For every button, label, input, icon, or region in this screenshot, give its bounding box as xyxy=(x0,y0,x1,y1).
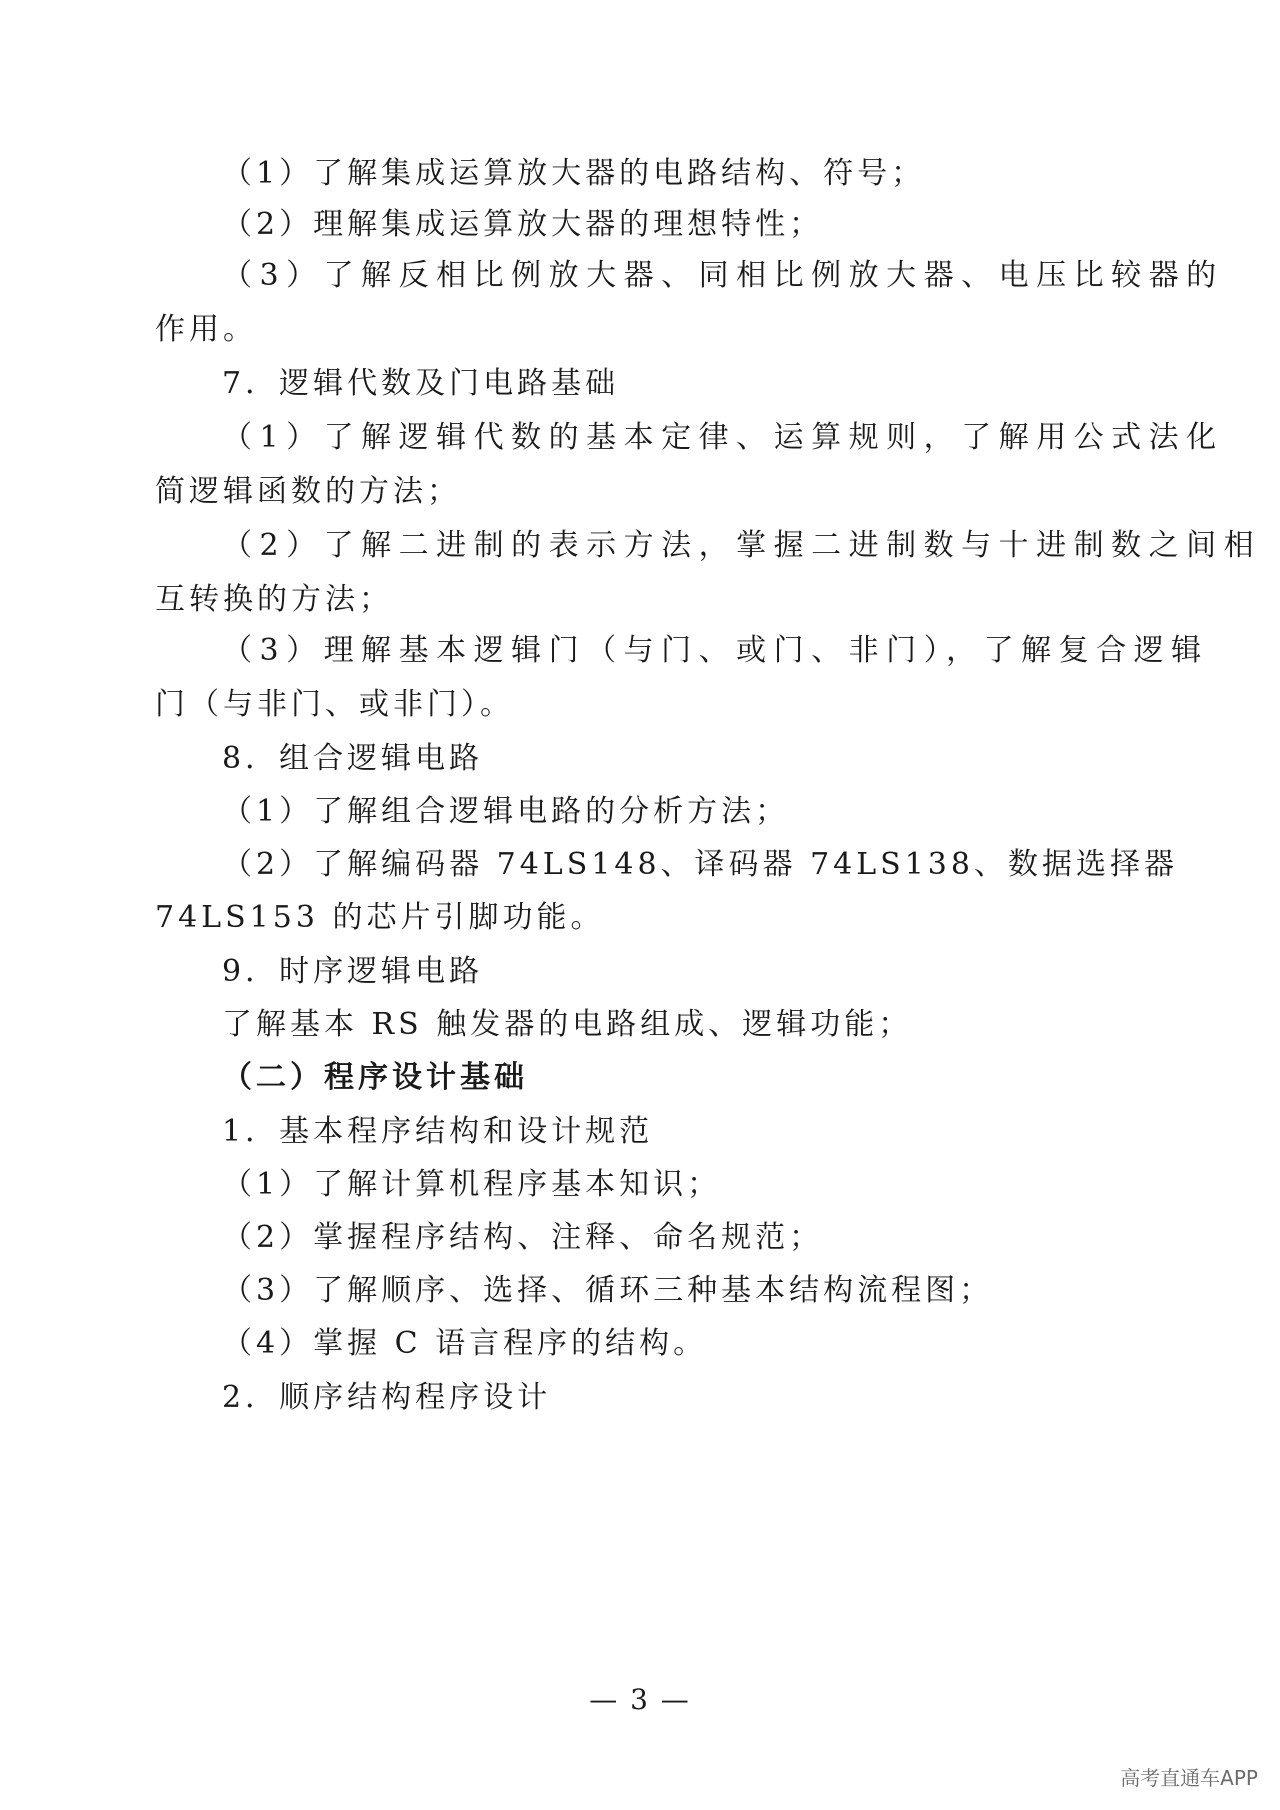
section-heading: 7．逻辑代数及门电路基础 xyxy=(222,366,620,401)
text-line: （3）理解基本逻辑门（与门、或门、非门），了解复合逻辑 xyxy=(222,633,1209,668)
text-line: （2）理解集成运算放大器的理想特性； xyxy=(222,207,824,242)
text-line: （4）掌握 C 语言程序的结构。 xyxy=(222,1326,708,1361)
section-heading: （二）程序设计基础 xyxy=(222,1060,528,1095)
section-heading: 1．基本程序结构和设计规范 xyxy=(222,1114,654,1149)
text-line: （2）了解编码器 74LS148、译码器 74LS138、数据选择器 xyxy=(222,847,1178,882)
text-line: （1）了解集成运算放大器的电路结构、符号； xyxy=(222,156,926,191)
text-line: （3）了解反相比例放大器、同相比例放大器、电压比较器的 xyxy=(222,258,1224,293)
text-line: （2）掌握程序结构、注释、命名规范； xyxy=(222,1220,824,1255)
text-line: （1）了解组合逻辑电路的分析方法； xyxy=(222,794,790,829)
page-number: — 3 — xyxy=(589,1683,691,1716)
text-line: 作用。 xyxy=(155,312,257,347)
text-line: （3）了解顺序、选择、循环三种基本结构流程图； xyxy=(222,1273,994,1308)
section-heading: 8．组合逻辑电路 xyxy=(222,741,484,776)
watermark: 高考直通车APP xyxy=(1120,1766,1258,1790)
text-line: 了解基本 RS 触发器的电路组成、逻辑功能； xyxy=(222,1007,913,1042)
text-line: 简逻辑函数的方法； xyxy=(155,474,461,509)
section-heading: 2．顺序结构程序设计 xyxy=(222,1380,552,1415)
text-line: （1）了解逻辑代数的基本定律、运算规则，了解用公式法化 xyxy=(222,420,1224,455)
text-line: 门（与非门、或非门）。 xyxy=(155,687,514,722)
text-line: 74LS153 的芯片引脚功能。 xyxy=(155,900,605,935)
section-heading: 9．时序逻辑电路 xyxy=(222,954,484,989)
text-line: 互转换的方法； xyxy=(155,582,393,617)
text-line: （2）了解二进制的表示方法，掌握二进制数与十进制数之间相 xyxy=(222,528,1262,563)
text-line: （1）了解计算机程序基本知识； xyxy=(222,1167,722,1202)
